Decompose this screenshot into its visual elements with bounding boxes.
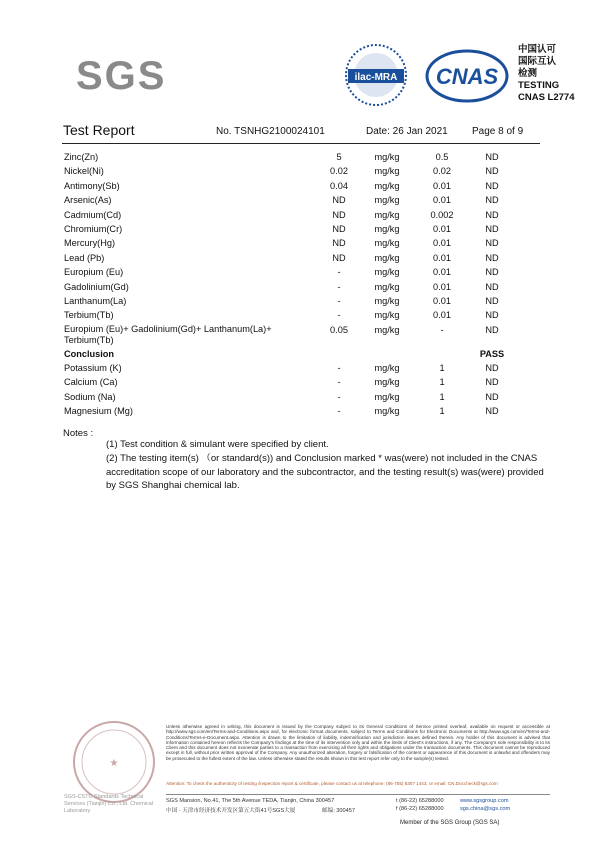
result-value: -	[337, 406, 341, 417]
limit-value: ND	[485, 295, 499, 306]
unit-value: mg/kg	[374, 166, 400, 177]
limit-value: ND	[485, 406, 499, 417]
result-value: -	[337, 377, 341, 388]
note-1: (1) Test condition & simulant were specified by client.	[106, 439, 329, 450]
table-row	[62, 375, 542, 389]
analyte-name: Zinc(Zn)	[64, 152, 99, 162]
telephone: t (86-22) 65288000	[396, 798, 444, 804]
table-row	[62, 236, 542, 250]
analyte-name: Arsenic(As)	[64, 195, 112, 206]
unit-value: mg/kg	[374, 180, 400, 191]
table-row	[62, 179, 542, 193]
unit-value: mg/kg	[374, 152, 400, 162]
limit-value: ND	[485, 281, 499, 292]
limit-value: ND	[485, 166, 499, 177]
analyte-name: Potassium (K)	[64, 363, 122, 374]
table-row	[62, 323, 542, 347]
limit-value: ND	[485, 195, 499, 206]
attention-note: Attention: To check the authenticity of testing /inspection report & certificate, please contact us at telephone: (86-755) 8307 1443, or email: CN.Doccheck@sgs.com	[166, 781, 498, 786]
mdl-value: 0.01	[433, 295, 451, 306]
result-value: 0.02	[330, 166, 348, 177]
mdl-value: 1	[439, 377, 445, 388]
result-value: -	[337, 295, 341, 306]
analyte-name: Sodium (Na)	[64, 391, 116, 402]
result-value: 5	[336, 152, 342, 162]
mdl-value: 0.02	[433, 166, 451, 177]
results-table	[62, 150, 542, 419]
address-cn: 中国 · 天津市经济技术开发区第五大街41号SGS大厦	[166, 808, 296, 814]
result-value: ND	[332, 195, 346, 206]
mdl-value: 1	[439, 391, 445, 402]
unit-value: mg/kg	[374, 310, 400, 321]
mdl-value: 0.01	[433, 180, 451, 191]
result-value: ND	[332, 238, 346, 249]
table-row	[62, 150, 542, 164]
cnas-logo	[425, 48, 509, 104]
limit-value: ND	[485, 223, 499, 234]
cert-line: TESTING	[518, 80, 560, 91]
address-en: SGS Mansion, No.41, The 5th Avenue TEDA, Tianjin, China 300457	[166, 798, 335, 804]
table-row	[62, 265, 542, 279]
result-value: -	[337, 391, 341, 402]
limit-value: ND	[485, 252, 499, 263]
analyte-name: Calcium (Ca)	[64, 377, 118, 388]
analyte-name: Lead (Pb)	[64, 252, 105, 263]
mdl-value: 0.01	[433, 223, 451, 234]
analyte-name: Cadmium(Cd)	[64, 209, 122, 220]
analyte-name: Mercury(Hg)	[64, 238, 116, 249]
result-value: -	[337, 363, 341, 374]
mdl-value: 0.01	[433, 267, 451, 278]
unit-value: mg/kg	[374, 195, 400, 206]
header-rule	[62, 143, 540, 144]
limit-value: ND	[485, 267, 499, 278]
unit-value: mg/kg	[374, 295, 400, 306]
table-row	[62, 251, 542, 265]
unit-value: mg/kg	[374, 223, 400, 234]
sgs-logo	[76, 52, 172, 100]
stamp-label: SGS-CSTC Standards Technical Services (Tianjin) Co., Ltd. Chemical Laboratory	[64, 794, 154, 814]
analyte-name: Conclusion	[64, 348, 115, 359]
limit-value: PASS	[479, 348, 505, 359]
cert-line: 国际互认	[518, 56, 557, 67]
limit-value: ND	[485, 238, 499, 249]
fine-print: Unless otherwise agreed in writing, this document is issued by the Company subject to its General Conditions of Service printed overleaf, available on request or accessible at http://www.sgs.com/en/Terms-and-Conditions.aspx and, for electronic format documents, subject to Terms and Conditions for Electronic Documents at http://www.sgs.com/en/Terms-and-Conditions/Terms-e-Document.aspx. Attention is drawn to the limitation of liability, indemnification and jurisdiction issues defined therein. Any holder of this document is advised that information contained hereon reflects the Company's findings at the time of its intervention only and within the limits of Client's instructions, if any. The Company's sole responsibility is to its Client and this document does not exonerate parties to a transaction from exercising all their rights and obligations under the transaction documents. This document cannot be reproduced except in full, without prior written approval of the Company. Any unauthorized alteration, forgery or falsification of the content or appearance of this document is unlawful and offenders may be prosecuted to the fullest extent of the law. Unless otherwise stated the results shown in this test report refer only to the sample(s) tested.	[166, 724, 550, 761]
analyte-name: Lanthanum(La)	[64, 295, 127, 306]
table-row	[62, 361, 542, 375]
svg-text:★: ★	[109, 758, 119, 769]
mdl-value: 0.01	[433, 238, 451, 249]
unit-value: mg/kg	[374, 252, 400, 263]
notes-title: Notes :	[63, 428, 94, 439]
mdl-value: 0.01	[433, 195, 451, 206]
table-row	[62, 164, 542, 178]
unit-value: mg/kg	[374, 238, 400, 249]
fax: f (86-22) 65288000	[396, 806, 444, 812]
result-value: -	[337, 281, 341, 292]
unit-value: mg/kg	[374, 324, 400, 335]
table-row	[62, 193, 542, 207]
report-number: No. TSNHG2100024101	[216, 126, 325, 137]
analyte-name: Gadolinium(Gd)	[64, 281, 129, 292]
limit-value: ND	[485, 152, 499, 162]
sgs-logo-text: SGS	[76, 54, 167, 98]
mdl-value: 0.01	[433, 281, 451, 292]
analyte-name: Antimony(Sb)	[64, 180, 120, 191]
table-row	[62, 347, 542, 361]
result-value: -	[337, 310, 341, 321]
analyte-name: Chromium(Cr)	[64, 223, 123, 234]
mdl-value: 0.002	[430, 209, 454, 220]
result-value: 0.04	[330, 180, 348, 191]
table-row	[62, 294, 542, 308]
analyte-name: Europium (Eu)+ Gadolinium(Gd)+ Lanthanum(La)+ Terbium(Tb)	[64, 323, 272, 345]
svg-text:ilac-MRA: ilac-MRA	[354, 72, 398, 83]
cert-line: CNAS L2774	[518, 92, 575, 103]
website-link[interactable]: www.sgsgroup.com	[460, 798, 509, 804]
mdl-value: 1	[439, 406, 445, 417]
footer-rule	[166, 794, 550, 795]
limit-value: ND	[485, 391, 499, 402]
mdl-value: 1	[439, 363, 445, 374]
table-row	[62, 308, 542, 322]
member-note: Member of the SGS Group (SGS SA)	[400, 820, 500, 826]
analyte-name: Terbium(Tb)	[64, 310, 114, 321]
limit-value: ND	[485, 363, 499, 374]
unit-value: mg/kg	[374, 406, 400, 417]
unit-value: mg/kg	[374, 267, 400, 278]
result-value: 0.05	[330, 324, 348, 335]
analyte-name: Nickel(Ni)	[64, 166, 104, 177]
limit-value: ND	[485, 324, 499, 335]
unit-value: mg/kg	[374, 377, 400, 388]
unit-value: mg/kg	[374, 391, 400, 402]
limit-value: ND	[485, 180, 499, 191]
postcode: 邮编: 300457	[322, 808, 355, 814]
table-row	[62, 222, 542, 236]
email-link[interactable]: sgs.china@sgs.com	[460, 806, 511, 812]
limit-value: ND	[485, 209, 499, 220]
cnas-cert-block	[518, 44, 575, 104]
limit-value: ND	[485, 310, 499, 321]
report-title: Test Report	[63, 122, 135, 138]
table-row	[62, 404, 542, 418]
page-number: Page 8 of 9	[472, 126, 524, 137]
table-row	[62, 280, 542, 294]
mdl-value: 0.01	[433, 252, 451, 263]
table-row	[62, 208, 542, 222]
result-value: ND	[332, 252, 346, 263]
cert-line: 检测	[518, 68, 538, 79]
mdl-value: -	[440, 324, 444, 335]
cert-line: 中国认可	[518, 44, 557, 55]
svg-text:CNAS: CNAS	[435, 64, 499, 89]
unit-value: mg/kg	[374, 209, 400, 220]
limit-value: ND	[485, 377, 499, 388]
report-date: Date: 26 Jan 2021	[366, 126, 448, 137]
analyte-name: Magnesium (Mg)	[64, 406, 133, 417]
result-value: ND	[332, 209, 346, 220]
unit-value: mg/kg	[374, 281, 400, 292]
mdl-value: 0.01	[433, 310, 451, 321]
result-value: ND	[332, 223, 346, 234]
result-value: -	[337, 267, 341, 278]
analyte-name: Europium (Eu)	[64, 267, 124, 278]
unit-value: mg/kg	[374, 363, 400, 374]
note-2: (2) The testing item(s) （or standard(s)) and Conclusion marked * was(were) not included in the CNAS accreditation scope of our laboratory and the subcontractor, and the testing result(s) was(were) provided by SGS Shanghai chemical lab.	[106, 453, 544, 491]
table-row	[62, 390, 542, 404]
mdl-value: 0.5	[435, 152, 449, 162]
ilac-mra-logo	[338, 42, 414, 112]
